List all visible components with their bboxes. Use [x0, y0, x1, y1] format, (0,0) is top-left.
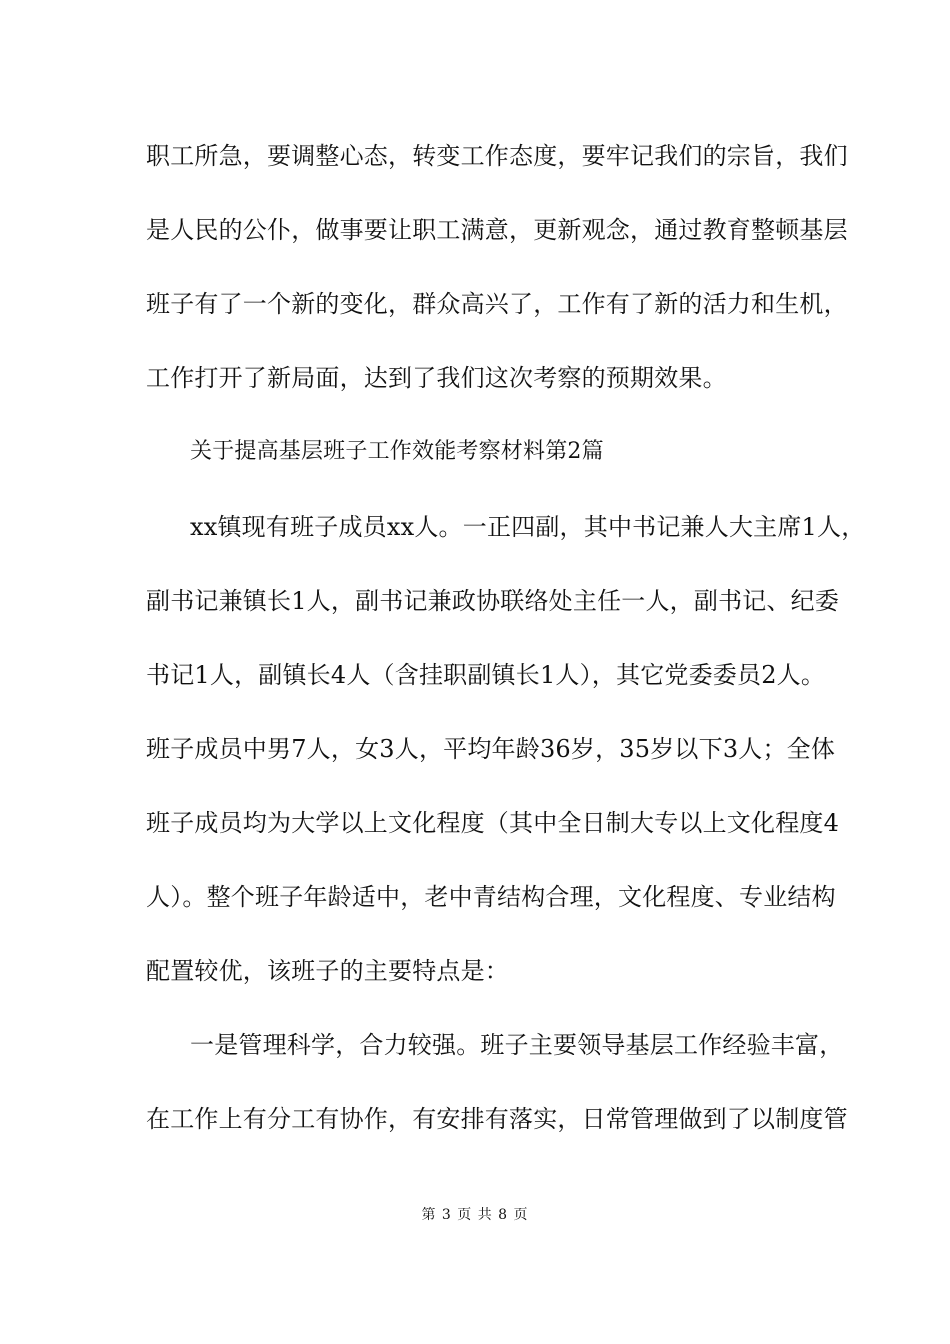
paragraph-line: 书记1人，副镇长4人（含挂职副镇长1人），其它党委委员2人。 — [146, 661, 826, 689]
paragraph-line: 班子成员中男7人，女3人，平均年龄36岁，35岁以下3人；全体 — [146, 735, 836, 763]
page-number-footer: 第 3 页 共 8 页 — [421, 1207, 529, 1223]
paragraph-line: 班子有了一个新的变化，群众高兴了，工作有了新的活力和生机， — [146, 290, 848, 318]
paragraph-line: 班子成员均为大学以上文化程度（其中全日制大专以上文化程度4 — [146, 809, 840, 837]
paragraph-line: 一是管理科学，合力较强。班子主要领导基层工作经验丰富， — [190, 1031, 844, 1059]
paragraph-line: 是人民的公仆，做事要让职工满意，更新观念，通过教育整顿基层 — [146, 216, 848, 244]
paragraph-line: 在工作上有分工有协作，有安排有落实，日常管理做到了以制度管 — [146, 1105, 848, 1133]
paragraph-line: 职工所急，要调整心态，转变工作态度，要牢记我们的宗旨，我们 — [146, 142, 848, 170]
section-heading: 关于提高基层班子工作效能考察材料第2篇 — [190, 439, 604, 464]
paragraph-line: 工作打开了新局面，达到了我们这次考察的预期效果。 — [146, 364, 727, 392]
paragraph-line: 配置较优，该班子的主要特点是： — [146, 957, 509, 985]
paragraph-line: 人）。整个班子年龄适中，老中青结构合理，文化程度、专业结构 — [146, 883, 836, 911]
paragraph-line: 副书记兼镇长1人，副书记兼政协联络处主任一人，副书记、纪委 — [146, 587, 840, 615]
paragraph-line: xx镇现有班子成员xx人。一正四副，其中书记兼人大主席1人， — [190, 513, 866, 541]
